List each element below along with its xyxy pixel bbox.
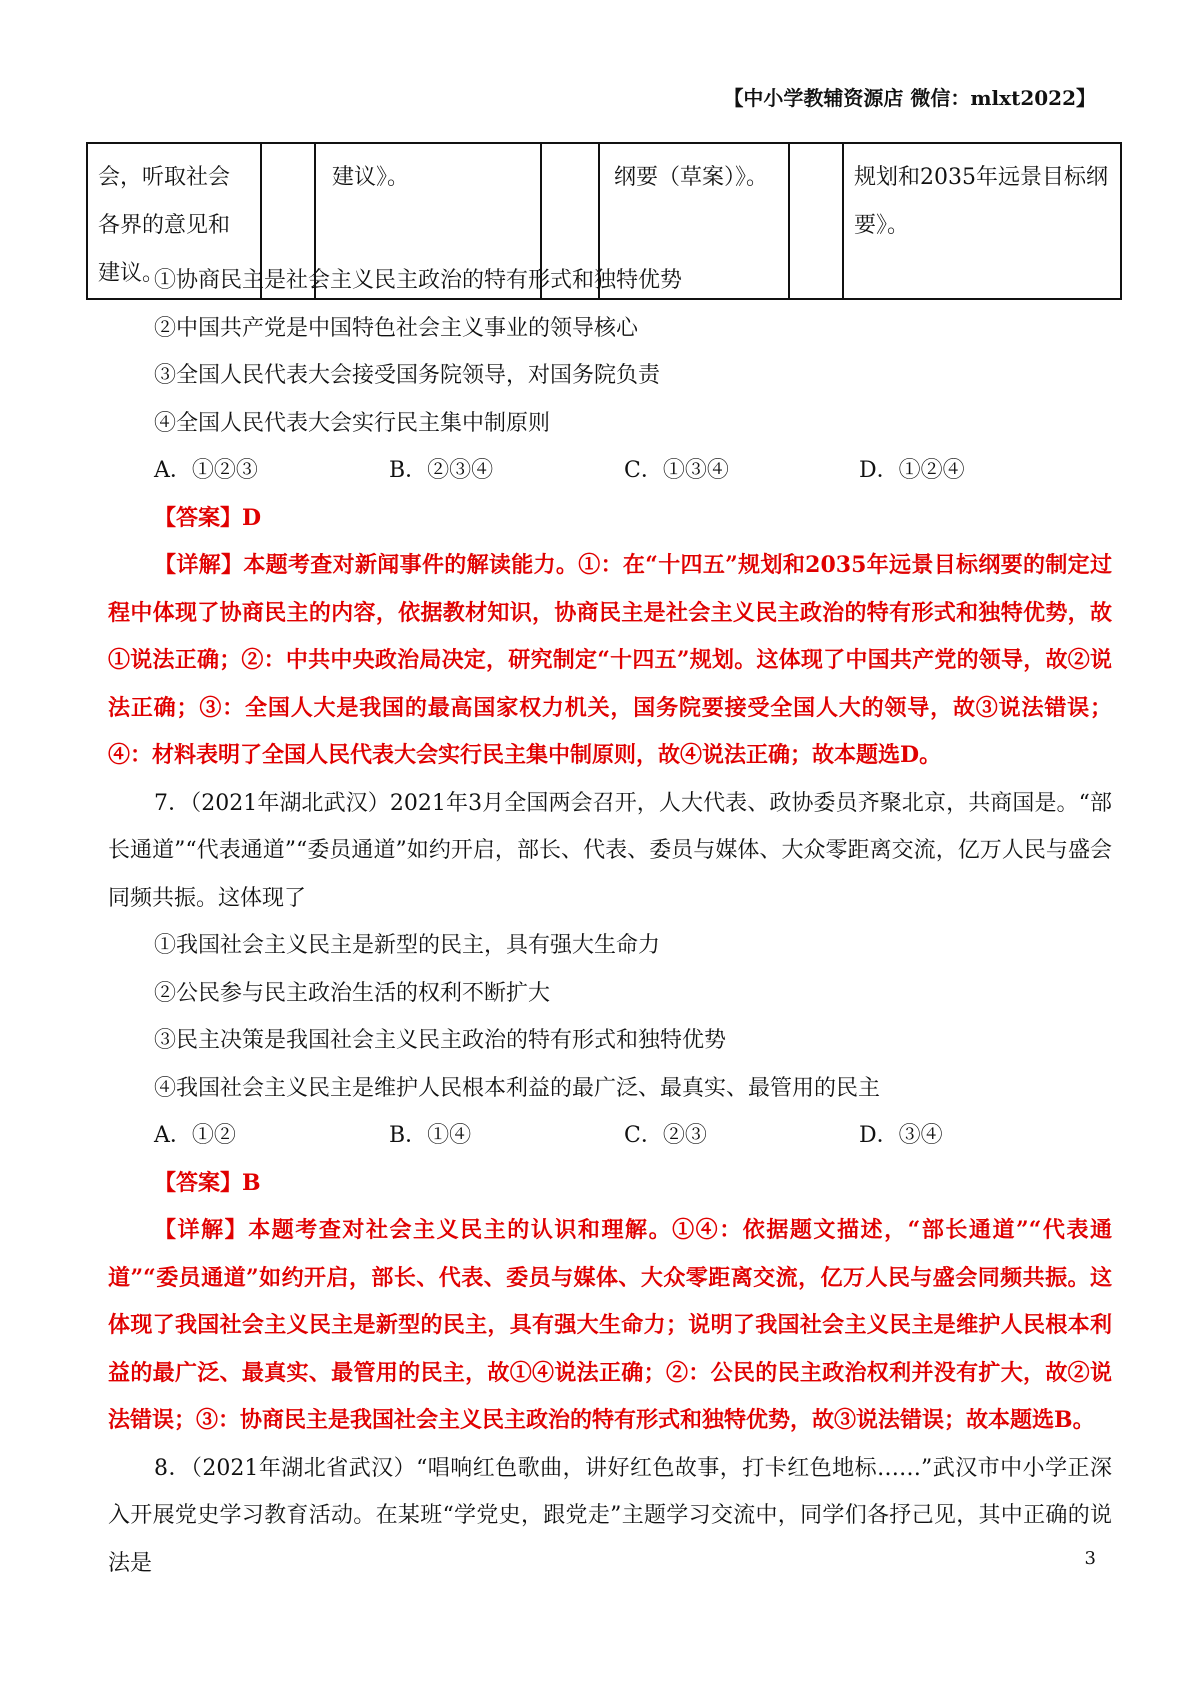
q6-statement: ②中国共产党是中国特色社会主义事业的领导核心 — [154, 315, 639, 341]
q6-answer: 【答案】D — [154, 504, 262, 531]
table-cell: 建议》。 — [315, 143, 541, 299]
q6-statement: ④全国人民代表大会实行民主集中制原则 — [154, 410, 551, 436]
table-cell: 规划和2035年远景目标纲要》。 — [843, 143, 1121, 299]
q6-explanation: 【详解】本题考查对新闻事件的解读能力。①：在“十四五”规划和2035年远景目标纲要的制定过程中体现了协商民主的内容，依据教材知识，协商民主是社会主义民主政治的特有形式和独特优势，故①说法正确；②：中共中央政治局决定，研究制定“十四五”规划。这体现了中国共产党的领导，故②说法正确；③：全国人大是我国的最高国家权力机关，国务院要接受全国人大的领导，故③说法错误；④：材料表明了全国人民代表大会实行民主集中制原则，故④说法正确；故本题选D。 — [108, 552, 1112, 768]
q7-options — [108, 1112, 1112, 1160]
q8-stem: 8．（2021年湖北省武汉）“唱响红色歌曲，讲好红色故事，打卡红色地标……”武汉市中小学正深入开展党史学习教育活动。在某班“学党史，跟党走”主题学习交流中，同学们各抒己见，其中正确的说法是 — [108, 1455, 1112, 1576]
q7-option-d: D．③④ — [859, 1123, 943, 1148]
q7-statement: ①我国社会主义民主是新型的民主，具有强大生命力 — [154, 933, 661, 958]
q7-option-a: A．①② — [154, 1123, 236, 1148]
q7-stem: 7．（2021年湖北武汉）2021年3月全国两会召开，人大代表、政协委员齐聚北京，共商国是。“部长通道”“代表通道”“委员通道”如约开启，部长、代表、委员与媒体、大众零距离交流，亿万人民与盛会同频共振。这体现了 — [108, 790, 1112, 911]
q7-statement: ④我国社会主义民主是维护人民根本利益的最广泛、最真实、最管用的民主 — [154, 1075, 881, 1101]
question-content — [108, 257, 1112, 1587]
q6-option-b: B．②③④ — [389, 458, 494, 483]
q6-option-a: A．①②③ — [154, 458, 258, 483]
q7-statement: ②公民参与民主政治生活的权利不断扩大 — [154, 980, 551, 1006]
q7-option-c: C．②③ — [624, 1123, 707, 1148]
table-cell: 纲要（草案）》。 — [599, 143, 789, 299]
q7-statement: ③民主决策是我国社会主义民主政治的特有形式和独特优势 — [154, 1028, 727, 1053]
q6-statement: ③全国人民代表大会接受国务院领导，对国务院负责 — [154, 363, 661, 388]
q7-answer: 【答案】B — [154, 1169, 261, 1196]
q6-option-d: D．①②④ — [859, 458, 965, 483]
table-cell: 会，听取社会各界的意见和建议。 — [87, 143, 261, 299]
q7-option-b: B．①④ — [389, 1123, 472, 1148]
q6-options — [108, 447, 1112, 495]
header-note: 【中小学教辅资源店 微信：mlxt2022】 — [723, 86, 1096, 110]
q6-statement: ①协商民主是社会主义民主政治的特有形式和独特优势 — [154, 268, 683, 293]
q6-option-c: C．①③④ — [624, 458, 729, 483]
page-number: 3 — [1084, 1548, 1096, 1569]
q7-explanation: 【详解】本题考查对社会主义民主的认识和理解。①④：依据题文描述，“部长通道”“代表通道”“委员通道”如约开启，部长、代表、委员与媒体、大众零距离交流，亿万人民与盛会同频共振。这体现了我国社会主义民主是新型的民主，具有强大生命力；说明了我国社会主义民主是维护人民根本利益的最广泛、最真实、最管用的民主，故①④说法正确；②：公民的民主政治权利并没有扩大，故②说法错误；③：协商民主是我国社会主义民主政治的特有形式和独特优势，故③说法错误；故本题选B。 — [108, 1217, 1112, 1433]
